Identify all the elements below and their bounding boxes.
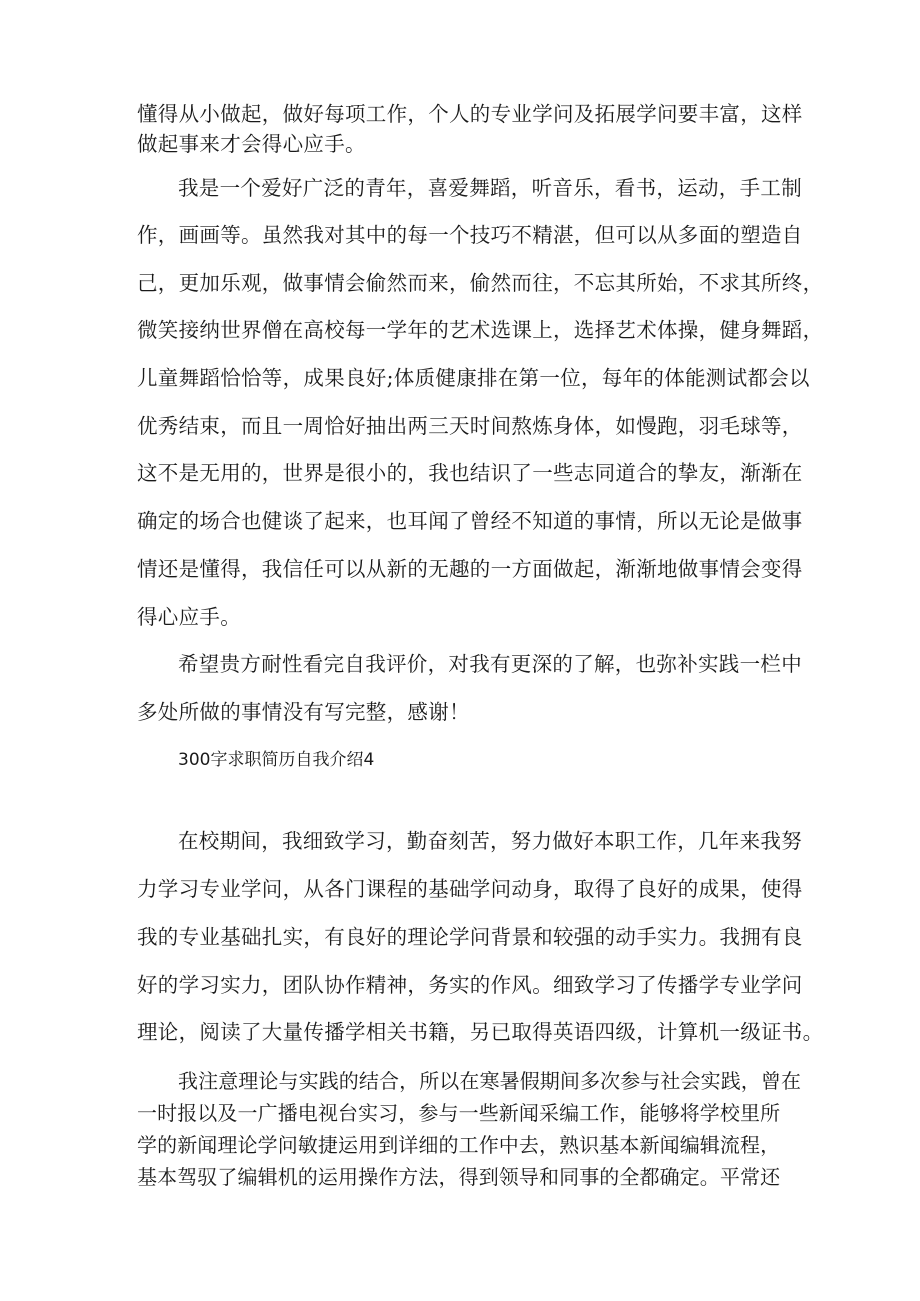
paragraph-1-line-1: 懂得从小做起，做好每项工作，个人的专业学问及拓展学问要丰富，这样: [137, 102, 803, 126]
paragraph-4-line-2: 力学习专业学问，从各门课程的基础学问动身，取得了良好的成果，使得: [137, 877, 803, 901]
paragraph-2-line-10: 得心应手。: [137, 605, 241, 629]
paragraph-1-line-2: 做起事来才会得心应手。: [137, 132, 366, 156]
paragraph-2-line-9: 情还是懂得，我信任可以从新的无趣的一方面做起，渐渐地做事情会变得: [137, 557, 803, 581]
paragraph-2-line-6: 优秀结束，而且一周恰好抽出两三天时间熬炼身体，如慢跑，羽毛球等，: [137, 414, 803, 438]
section-heading: 300字求职简历自我介绍4: [178, 750, 375, 770]
paragraph-4-line-1: 在校期间，我细致学习，勤奋刻苦，努力做好本职工作，几年来我努: [178, 829, 802, 853]
paragraph-2-line-7: 这不是无用的，世界是很小的，我也结识了一些志同道合的挚友，渐渐在: [137, 461, 803, 485]
paragraph-2-line-2: 作，画画等。虽然我对其中的每一个技巧不精湛，但可以从多面的塑造自: [137, 223, 803, 247]
paragraph-4-line-3: 我的专业基础扎实，有良好的理论学问背景和较强的动手实力。我拥有良: [137, 925, 803, 949]
paragraph-2-line-1: 我是一个爱好广泛的青年，喜爱舞蹈，听音乐，看书，运动，手工制: [178, 176, 802, 200]
paragraph-2-line-8: 确定的场合也健谈了起来，也耳闻了曾经不知道的事情，所以无论是做事: [137, 509, 803, 533]
paragraph-3-line-1: 希望贵方耐性看完自我评价，对我有更深的了解，也弥补实践一栏中: [178, 652, 802, 676]
paragraph-3-line-2: 多处所做的事情没有写完整，感谢！: [137, 700, 470, 724]
paragraph-4-line-5: 理论，阅读了大量传播学相关书籍，另已取得英语四级，计算机一级证书。: [137, 1020, 824, 1044]
paragraph-5-line-2: 一时报以及一广播电视台实习，参与一些新闻采编工作，能够将学校里所: [137, 1101, 781, 1125]
paragraph-4-line-4: 好的学习实力，团队协作精神，务实的作风。细致学习了传播学专业学问: [137, 973, 803, 997]
paragraph-2-line-5: 儿童舞蹈恰恰等，成果良好;体质健康排在第一位，每年的体能测试都会以: [137, 366, 810, 390]
paragraph-2-line-3: 己，更加乐观，做事情会偷然而来，偷然而往，不忘其所始，不求其所终，: [137, 271, 824, 295]
paragraph-5-line-1: 我注意理论与实践的结合，所以在寒暑假期间多次参与社会实践，曾在: [178, 1069, 802, 1093]
paragraph-5-line-4: 基本驾驭了编辑机的运用操作方法，得到领导和同事的全都确定。平常还: [137, 1165, 781, 1189]
paragraph-2-line-4: 微笑接纳世界僧在高校每一学年的艺术选课上，选择艺术体操，健身舞蹈，: [137, 318, 824, 342]
paragraph-5-line-3: 学的新闻理论学问敏捷运用到详细的工作中去，熟识基本新闻编辑流程，: [137, 1133, 781, 1157]
